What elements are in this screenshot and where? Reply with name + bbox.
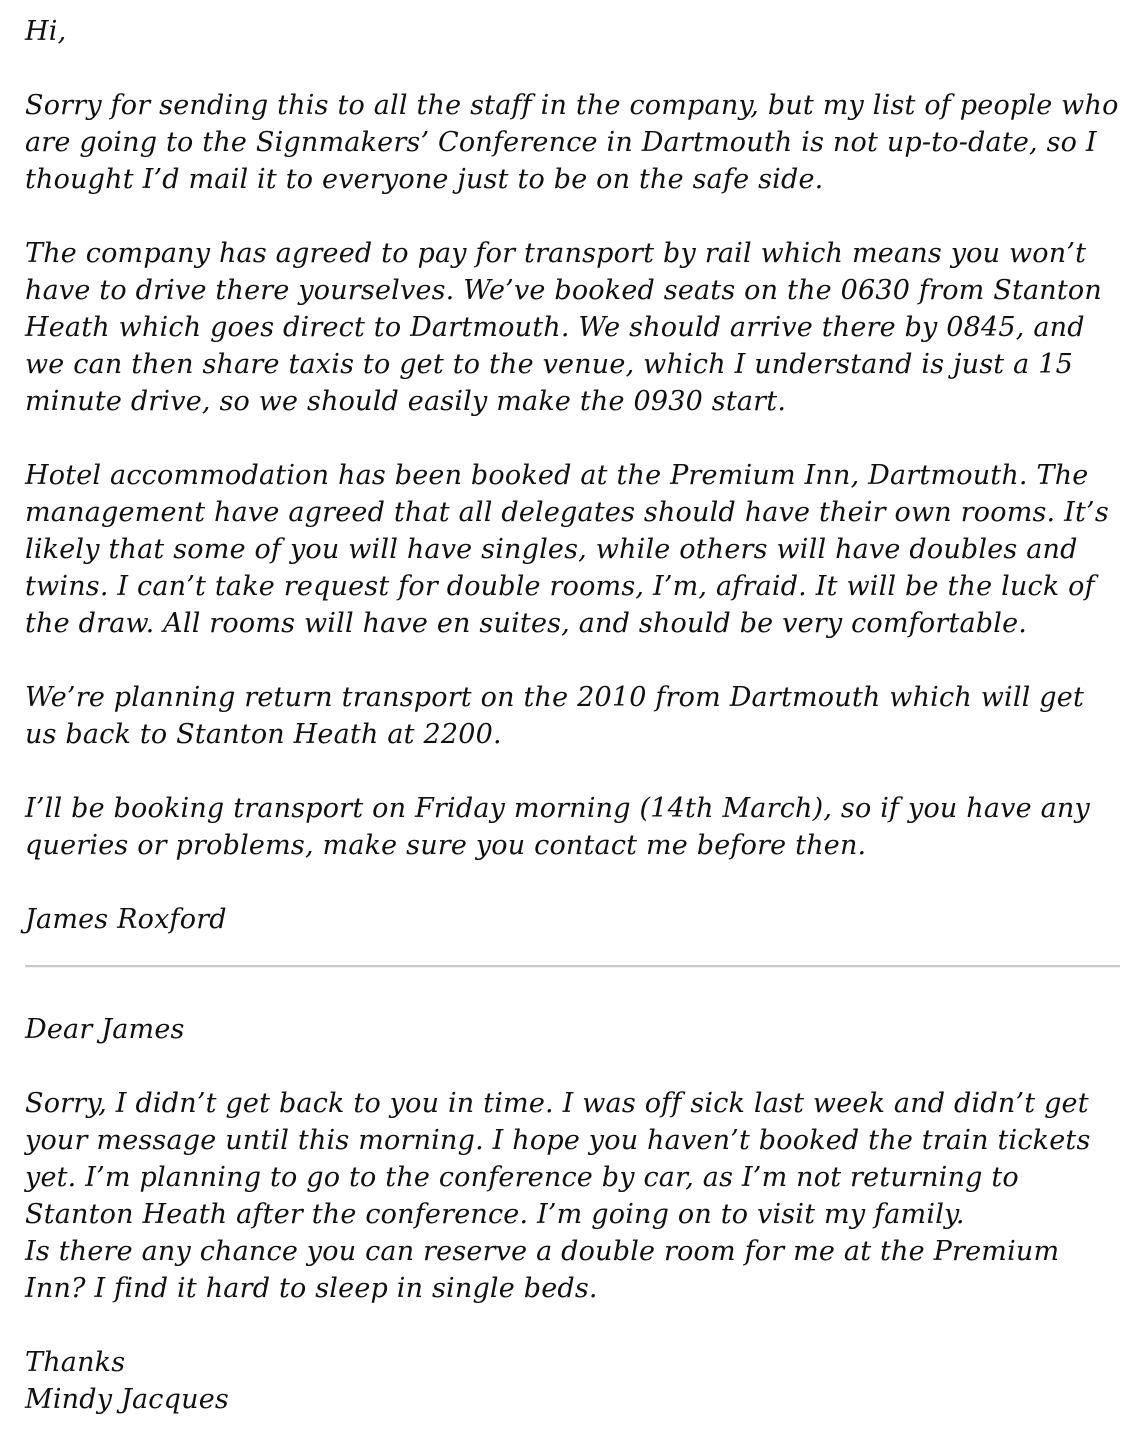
email-reply-closing <box>25 1344 1120 1418</box>
email-original-paragraph-3: Hotel accommodation has been booked at the Premium Inn, Dartmouth. The management have agreed that all delegates should have their own rooms. It’s likely that some of you will have singles, while others will have doubles and twins. I can’t take request for double rooms, I’m, afraid. It will be the luck of the draw. All rooms will have en suites, and should be very comfortable. <box>25 460 1109 639</box>
email-reply-signature: Mindy Jacques <box>25 1384 229 1415</box>
email-reply-body <box>25 1085 1120 1307</box>
email-original <box>25 13 1120 938</box>
email-original-paragraph-4: We’re planning return transport on the 2010 from Dartmouth which will get us back to Stanton Heath at 2200. <box>25 682 1085 750</box>
email-original-paragraph-1: Sorry for sending this to all the staff in the company, but my list of people who are going to the Signmakers’ Conference in Dartmouth is not up-to-date, so I thought I’d mail it to everyone just to be on the safe side. <box>25 90 1119 195</box>
email-original-signature: James Roxford <box>25 904 227 935</box>
email-original-paragraph-2: The company has agreed to pay for transport by rail which means you won’t have to drive there yourselves. We’ve booked seats on the 0630 from Stanton Heath which goes direct to Dartmouth. We should arrive there by 0845, and we can then share taxis to get to the venue, which I understand is just a 15 minute drive, so we should easily make the 0930 start. <box>25 238 1102 417</box>
email-reply-body-line-2: Is there any chance you can reserve a double room for me at the Premium Inn? I find it hard to sleep in single beds. <box>25 1236 1060 1304</box>
thread-divider <box>25 965 1120 968</box>
email-reply-closing-word: Thanks <box>25 1347 126 1378</box>
email-reply <box>25 1011 1120 1418</box>
email-original-greeting: Hi, <box>25 16 67 47</box>
email-reply-body-line-1: Sorry, I didn’t get back to you in time. I was off sick last week and didn’t get your message until this morning. I hope you haven’t booked the train tickets yet. I’m planning to go to the conference by car, as I’m not returning to Stanton Heath after the conference. I’m going on to visit my family. <box>25 1088 1091 1230</box>
email-original-paragraph-5: I’ll be booking transport on Friday morning (14th March), so if you have any queries or problems, make sure you contact me before then. <box>25 793 1090 861</box>
email-reply-greeting: Dear James <box>25 1014 185 1045</box>
